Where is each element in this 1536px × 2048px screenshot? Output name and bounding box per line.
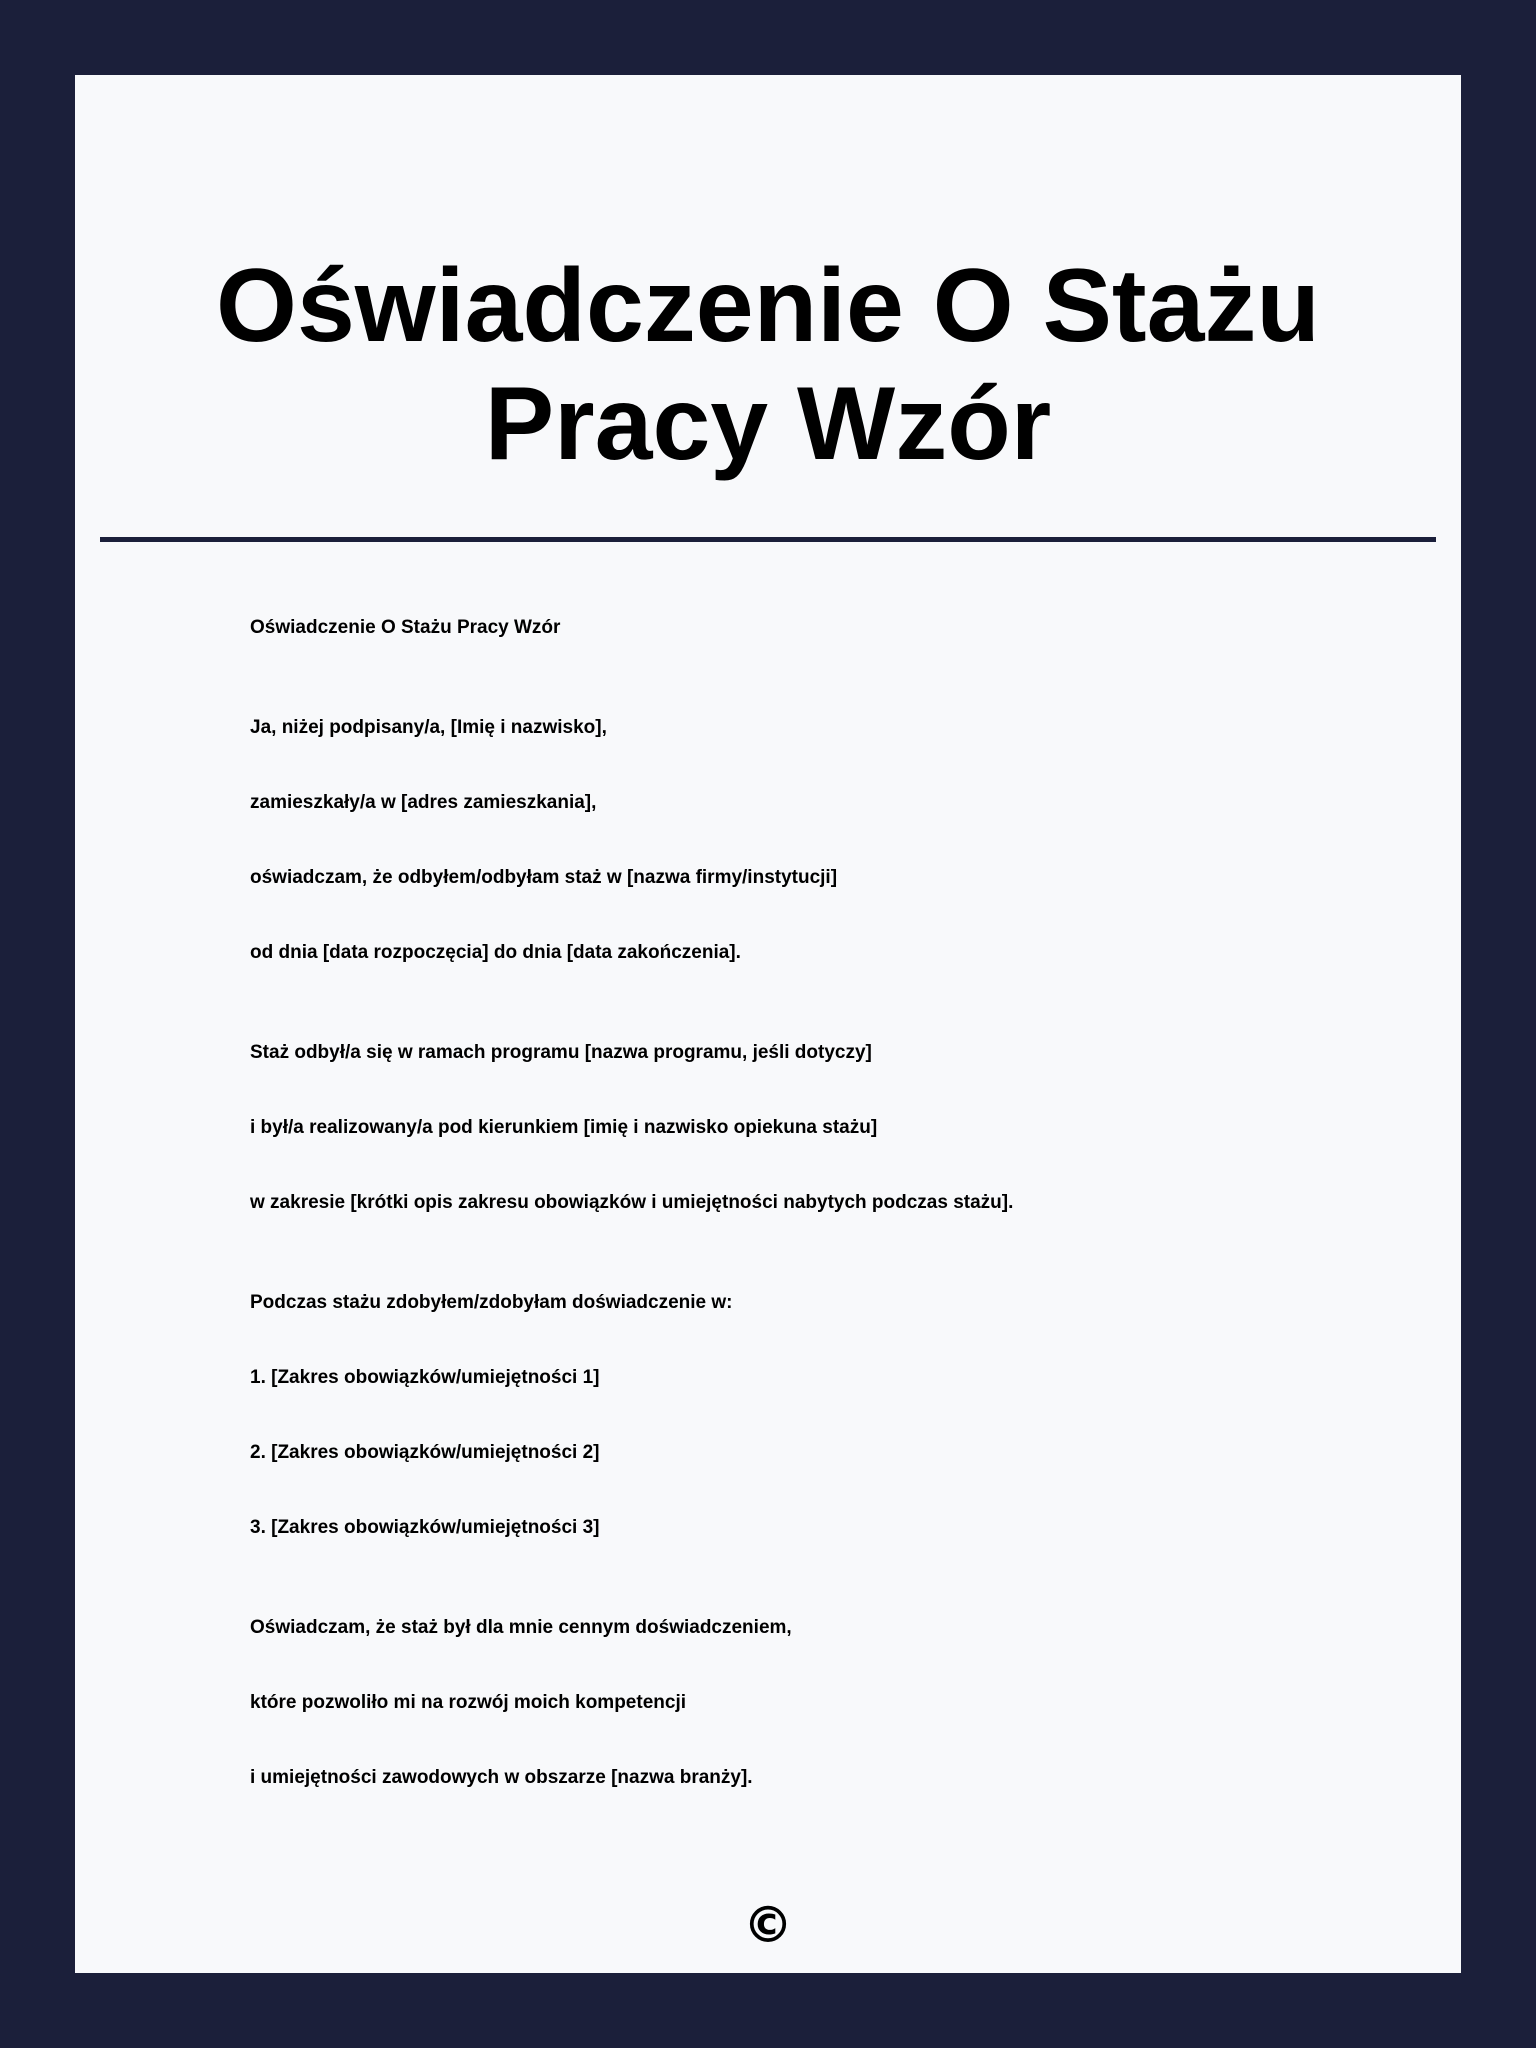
text-line: Staż odbył/a się w ramach programu [nazwa programu, jeśli dotyczy]: [250, 1042, 872, 1063]
text-line: Oświadczam, że staż był dla mnie cennym doświadczeniem,: [250, 1617, 792, 1638]
text-line: od dnia [data rozpoczęcia] do dnia [data zakończenia].: [250, 942, 741, 963]
text-line: Podczas stażu zdobyłem/zdobyłam doświadczenie w:: [250, 1292, 733, 1313]
paragraph-gap: [250, 1565, 1400, 1590]
list-item: 3. [Zakres obowiązków/umiejętności 3]: [250, 1517, 600, 1538]
document-page: [75, 75, 1461, 1973]
text-line: oświadczam, że odbyłem/odbyłam staż w [nazwa firmy/instytucji]: [250, 867, 838, 888]
document-title: Oświadczenie O Stażu Pracy Wzór: [216, 248, 1320, 482]
paragraph-gap: [250, 1240, 1400, 1265]
paragraph-gap: [250, 990, 1400, 1015]
text-line: i był/a realizowany/a pod kierunkiem [imię i nazwisko opiekuna stażu]: [250, 1117, 878, 1138]
document-heading: Oświadczenie O Stażu Pracy Wzór: [250, 617, 561, 638]
list-item: 1. [Zakres obowiązków/umiejętności 1]: [250, 1367, 600, 1388]
copyright-icon: ©: [743, 1896, 793, 1954]
paragraph-3: [250, 1265, 1400, 1565]
paragraph-1: [250, 690, 1400, 990]
paragraph-gap: [250, 665, 1400, 690]
document-body: [250, 590, 1400, 1815]
text-line: Ja, niżej podpisany/a, [Imię i nazwisko],: [250, 717, 607, 738]
paragraph-2: [250, 1015, 1400, 1240]
title-divider: [100, 537, 1436, 542]
text-line: zamieszkały/a w [adres zamieszkania],: [250, 792, 597, 813]
text-line: w zakresie [krótki opis zakresu obowiązków i umiejętności nabytych podczas stażu].: [250, 1192, 1014, 1213]
text-line: i umiejętności zawodowych w obszarze [nazwa branży].: [250, 1767, 753, 1788]
list-item: 2. [Zakres obowiązków/umiejętności 2]: [250, 1442, 600, 1463]
text-line: które pozwoliło mi na rozwój moich kompetencji: [250, 1692, 686, 1713]
paragraph-4: [250, 1590, 1400, 1815]
